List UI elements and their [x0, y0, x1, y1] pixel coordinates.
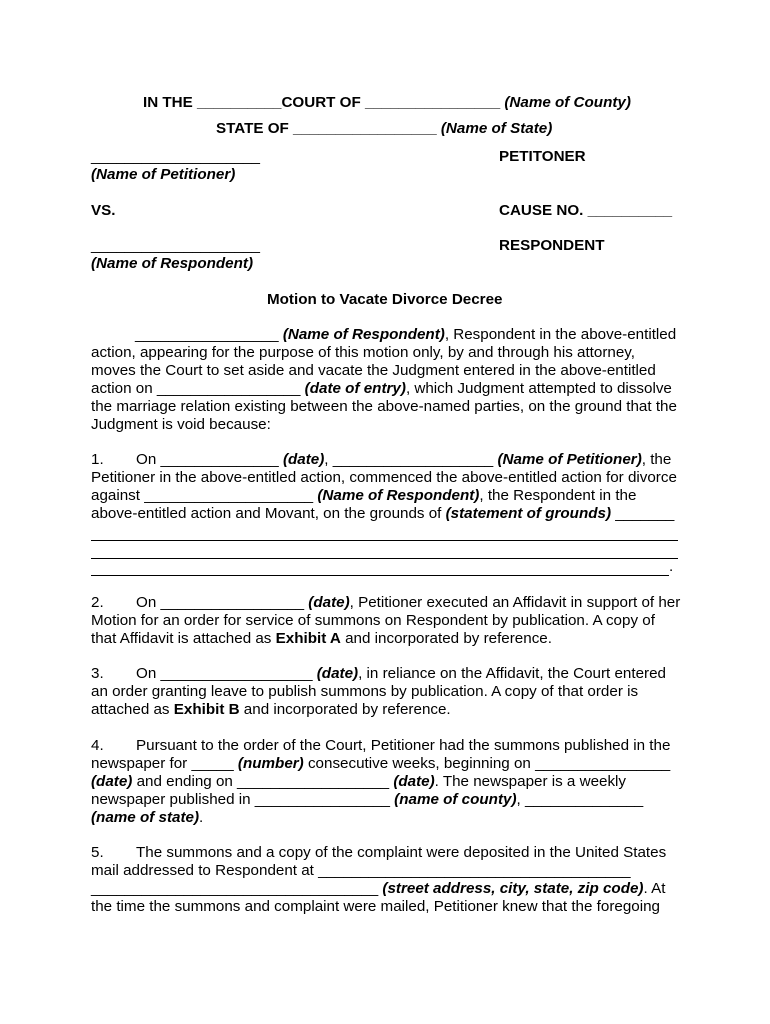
grounds-blank-line [91, 558, 669, 576]
intro-line: moves the Court to set aside and vacate the Judgment entered in the above-entitled [91, 362, 656, 379]
paragraph-4 [91, 737, 691, 827]
intro-paragraph [91, 326, 691, 434]
grounds-end-period: . [669, 558, 674, 575]
paragraph-line: 3. On __________________ (date), in reliance on the Affidavit, the Court entered [91, 665, 666, 682]
state-text: STATE OF _________________ [216, 120, 441, 137]
paragraph-line: 1. On ______________ (date), ___________________ (Name of Petitioner), the [91, 451, 672, 468]
paragraph-line: __________________________________ (street address, city, state, zip code). At [91, 880, 666, 897]
paragraph-number: 3. [91, 665, 104, 682]
paragraph-line: 4. Pursuant to the order of the Court, Petitioner had the summons published in the [91, 737, 671, 754]
cause-number: CAUSE NO. __________ [499, 202, 673, 219]
court-text: IN THE __________COURT OF ________________ [143, 94, 505, 111]
paragraph-3 [91, 665, 691, 719]
paragraph-line: Motion for an order for service of summons on Respondent by publication. A copy of [91, 612, 655, 629]
petitioner-role: PETITONER [499, 148, 586, 165]
paragraph-line: above-entitled action and Movant, on the grounds of (statement of grounds) _______ [91, 505, 675, 522]
paragraph-line: the time the summons and complaint were mailed, Petitioner knew that the foregoing [91, 898, 660, 915]
paragraph-line: against ____________________ (Name of Respondent), the Respondent in the [91, 487, 637, 504]
paragraph-line: that Affidavit is attached as Exhibit A and incorporated by reference. [91, 630, 552, 647]
document-title: Motion to Vacate Divorce Decree [267, 291, 503, 308]
paragraph-line: newspaper for _____ (number) consecutive weeks, beginning on ________________ [91, 755, 671, 772]
paragraph-2 [91, 594, 691, 648]
paragraph-line: newspaper published in ________________ (name of county), ______________ [91, 791, 644, 808]
paragraph-number: 2. [91, 594, 104, 611]
petitioner-name-label: (Name of Petitioner) [91, 166, 236, 183]
paragraph-line: an order granting leave to publish summons by publication. A copy of that order is [91, 683, 639, 700]
paragraph-line: attached as Exhibit B and incorporated by reference. [91, 701, 451, 718]
court-line [143, 94, 631, 112]
paragraph-line: 5. The summons and a copy of the complaint were deposited in the United States [91, 844, 667, 861]
respondent-role: RESPONDENT [499, 237, 605, 254]
respondent-name-label: (Name of Respondent) [91, 255, 254, 272]
intro-line: action, appearing for the purpose of this motion only, by and through his attorney, [91, 344, 635, 361]
paragraph-number: 4. [91, 737, 104, 754]
state-line [216, 120, 552, 138]
paragraph-line: (date) and ending on __________________ (date). The newspaper is a weekly [91, 773, 627, 790]
paragraph-line: Petitioner in the above-entitled action, commenced the above-entitled action for divorce [91, 469, 677, 486]
intro-line: Judgment is void because: [91, 416, 271, 433]
respondent-blank: ____________________ [91, 237, 260, 254]
paragraph-line: 2. On _________________ (date), Petitioner executed an Affidavit in support of her [91, 594, 681, 611]
paragraph-line: (name of state). [91, 809, 204, 826]
versus-label: VS. [91, 202, 116, 219]
paragraph-number: 5. [91, 844, 104, 861]
intro-line: _________________ (Name of Respondent), Respondent in the above-entitled [135, 326, 677, 343]
intro-line: the marriage relation existing between the above-named parties, on the ground that the [91, 398, 677, 415]
state-label: (Name of State) [440, 120, 553, 137]
paragraph-1 [91, 451, 691, 523]
grounds-blank-line [91, 522, 678, 541]
grounds-blank-line [91, 540, 678, 559]
intro-line: action on _________________ (date of entry), which Judgment attempted to dissolve [91, 380, 672, 397]
paragraph-5 [91, 844, 691, 916]
paragraph-number: 1. [91, 451, 104, 468]
petitioner-blank: ____________________ [91, 148, 260, 165]
county-label: (Name of County) [504, 94, 631, 111]
paragraph-line: mail addressed to Respondent at _____________________________________ [91, 862, 631, 879]
